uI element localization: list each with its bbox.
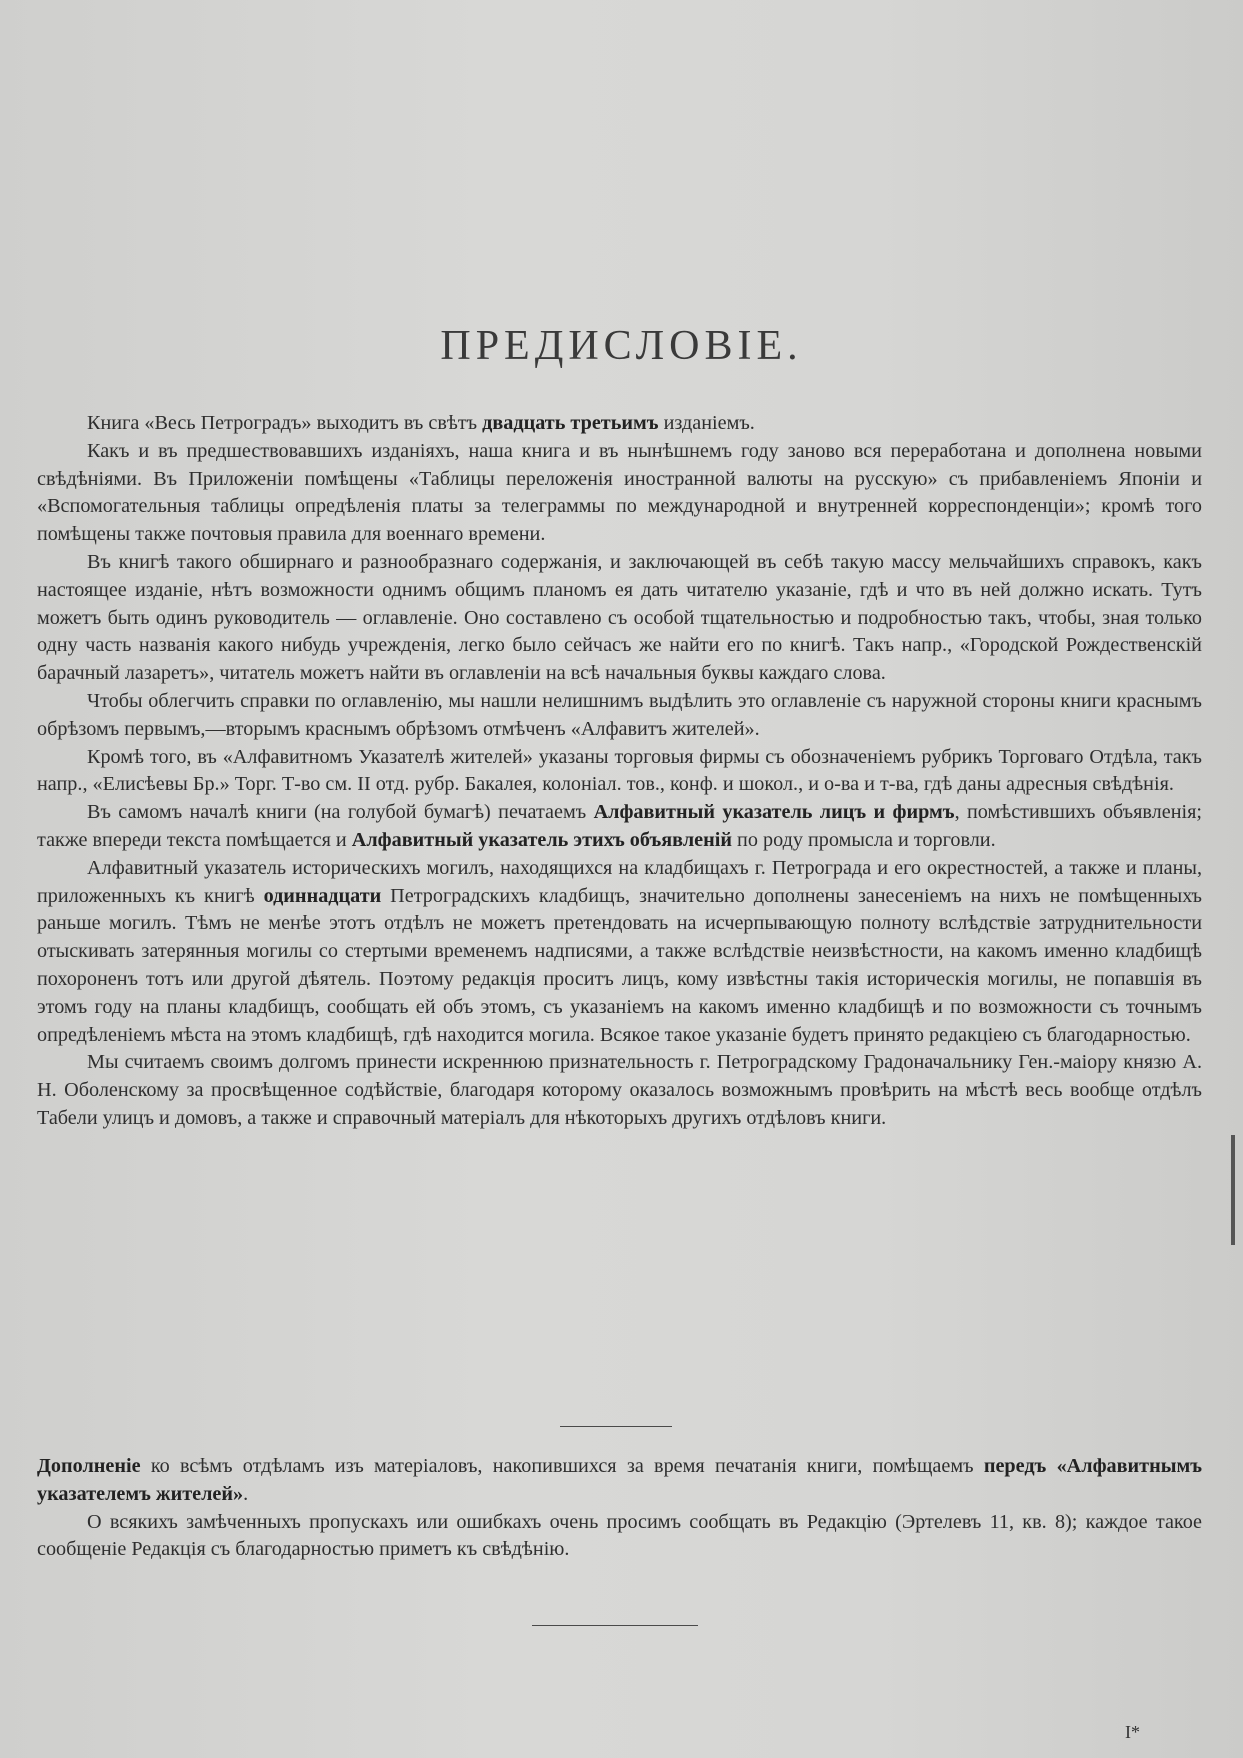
closing-divider [532, 1625, 698, 1626]
text-run: Въ самомъ началѣ книги (на голубой бумагѣ) печатаемъ [87, 801, 594, 824]
preface-paragraph [37, 744, 1202, 800]
text-run: О всякихъ замѣченныхъ пропускахъ или ошибкахъ очень просимъ сообщать въ Редакцію (Эртелевъ 11, кв. 8); каждое такое сообщеніе Редакція съ благодарностью приметъ къ свѣдѣнію. [37, 1510, 1202, 1561]
preface-paragraph [37, 438, 1202, 549]
bold-phrase: Алфавитный указатель лицъ и фирмъ [593, 801, 955, 824]
page-edge-mark [1231, 1135, 1235, 1245]
text-run: Алфавитный указатель историческихъ могилъ, находящихся на кладбищахъ г. Петрограда и его окрестностей, а также и планы, приложенныхъ къ книгѣ [37, 856, 1202, 907]
page-title: ПРЕДИСЛОВІЕ. [440, 323, 803, 369]
addendum-paragraph [37, 1509, 1202, 1565]
bold-phrase: двадцать третьимъ [482, 412, 659, 434]
text-run: Петроградскихъ кладбищъ, значительно дополнены занесеніемъ на нихъ не помѣщенныхъ раньше могилъ. Тѣмъ не менѣе этотъ отдѣлъ не можетъ претендовать на исчерпывающую полноту вслѣдствіе затруднительности отыскивать затерянныя могилы со стертыми временемъ надписями, а также вслѣдствіе неизвѣстности, на какомъ именно кладбищѣ похороненъ тотъ или другой дѣятель. Поэтому редакція проситъ лицъ, кому извѣстны такія историческія могилы, не попавшія въ этомъ году на планы кладбищъ, сообщать ей объ этомъ, съ указаніемъ на какомъ именно кладбищѣ и по возможности съ точнымъ опредѣленіемъ мѣста на этомъ кладбищѣ, гдѣ находится могила. Всякое такое указаніе будетъ принято редакціею съ благодарностью. [37, 884, 1202, 1046]
text-run: Кромѣ того, въ «Алфавитномъ Указателѣ жителей» указаны торговыя фирмы съ обозначеніемъ рубрикъ Торговаго Отдѣла, такъ напр., «Елисѣевы Бр.» Торг. Т-во см. II отд. рубр. Бакалея, колоніал. тов., конф. и шокол., и о-ва и т-ва, гдѣ даны адресныя свѣдѣнія. [37, 745, 1202, 796]
text-run: по роду промысла и торговли. [731, 828, 996, 851]
page-number: I* [1125, 1722, 1140, 1742]
preface-paragraph [37, 549, 1202, 688]
preface-body [37, 410, 1202, 1133]
preface-paragraph [37, 688, 1202, 744]
text-run: Въ книгѣ такого обширнаго и разнообразнаго содержанія, и заключающей въ себѣ такую массу мельчайшихъ справокъ, какъ настоящее изданіе, нѣтъ возможности однимъ общимъ планомъ ея дать читателю указаніе, гдѣ и что въ ней должно искать. Тутъ можетъ быть одинъ руководитель — оглавленіе. Оно составлено съ особой тщательностью и подробностью такъ, чтобы, зная только одну часть названія какого нибудь учрежденія, легко было сейчасъ же найти его по книгѣ. Такъ напр., «Городской Рождественскій барачный лазаретъ», читатель можетъ найти въ оглавленіи на всѣ начальныя буквы каждаго слова. [37, 550, 1202, 685]
preface-paragraph [37, 855, 1202, 1050]
text-run: Мы считаемъ своимъ долгомъ принести искреннюю признательность г. Петроградскому Градоначальнику Ген.-маіору князю А. Н. Оболенскому за просвѣщенное содѣйствіе, благодаря которому оказалось возможнымъ провѣрить на мѣстѣ весь вообще отдѣлъ Табели улицъ и домовъ, а также и справочный матеріалъ для нѣкоторыхъ другихъ отдѣловъ книги. [37, 1051, 1202, 1129]
bold-phrase: Алфавитный указатель этихъ объявленій [351, 828, 732, 851]
bold-phrase: одиннадцати [263, 884, 382, 907]
section-divider [560, 1426, 672, 1427]
text-run: . [243, 1482, 249, 1505]
preface-paragraph [37, 799, 1202, 855]
preface-paragraph [37, 1049, 1202, 1132]
text-run: Чтобы облегчить справки по оглавленію, мы нашли нелишнимъ выдѣлить это оглавленіе съ наружной стороны книги краснымъ обрѣзомъ первымъ,—вторымъ краснымъ обрѣзомъ отмѣченъ «Алфавитъ жителей». [37, 689, 1202, 740]
addendum-section [37, 1453, 1202, 1564]
bold-phrase: передъ «Алфавитнымъ указателемъ жителей» [37, 1455, 1202, 1505]
text-run: , помѣстившихъ объявленія; также впереди текста помѣщается и [37, 801, 1203, 851]
text-run: Книга «Весь Петроградъ» выходитъ въ свѣтъ [87, 412, 483, 434]
bold-phrase: Дополненіе [37, 1455, 141, 1477]
preface-paragraph [37, 410, 1202, 438]
addendum-paragraph [37, 1453, 1202, 1509]
text-run: Какъ и въ предшествовавшихъ изданіяхъ, наша книга и въ нынѣшнемъ году заново вся переработана и дополнена новыми свѣдѣніями. Въ Приложеніи помѣщены «Таблицы переложенія иностранной валюты на русскую» съ прибавленіемъ Японіи и «Вспомогательныя таблицы опредѣленія платы за телеграммы по международной и внутренней корреспонденціи»; кромѣ того помѣщены также почтовыя правила для военнаго времени. [37, 439, 1202, 546]
text-run: ко всѣмъ отдѣламъ изъ матеріаловъ, накопившихся за время печатанія книги, помѣщаемъ [140, 1455, 984, 1477]
text-run: изданіемъ. [658, 412, 755, 434]
